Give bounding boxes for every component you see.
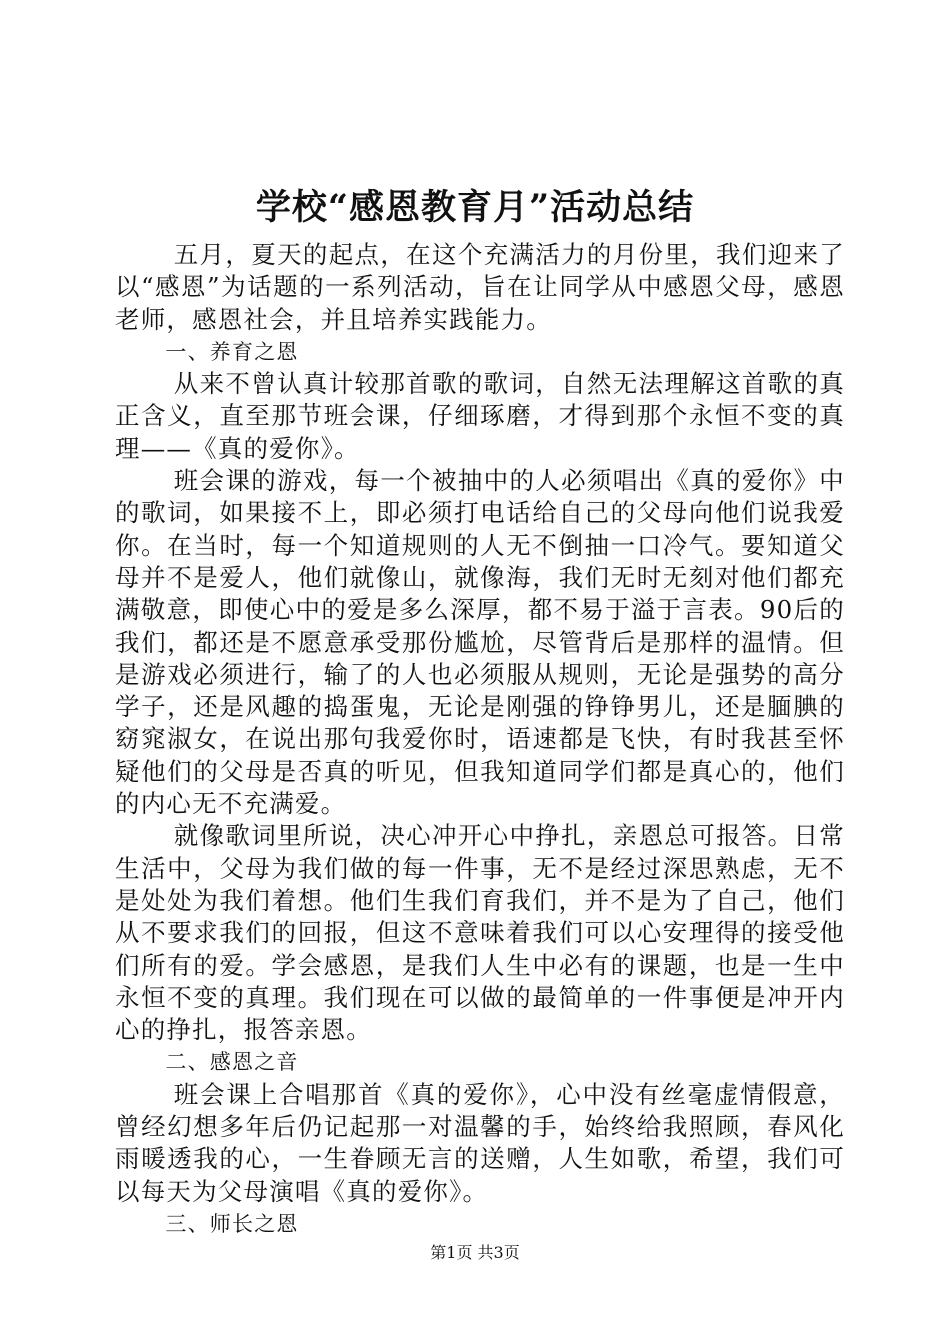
section-heading-1: 一、养育之恩 <box>165 339 299 364</box>
paragraph-chorus: 班会课上合唱那首《真的爱你》，心中没有丝毫虚情假意，曾经幻想多年后仍记起那一对温馨的手，始终给我照顾，春风化雨暖透我的心，一生眷顾无言的送赠，人生如歌，希望，我们可以每天为父母演唱《真的爱你》。 <box>115 1079 845 1206</box>
section-heading-3: 三、师长之恩 <box>165 1211 299 1236</box>
paragraph-song-lyrics: 从来不曾认真计较那首歌的歌词，自然无法理解这首歌的真正含义，直至那节班会课，仔细琢磨，才得到那个永恒不变的真理——《真的爱你》。 <box>115 369 845 463</box>
paragraph-intro: 五月，夏天的起点，在这个充满活力的月份里，我们迎来了以“感恩”为话题的一系列活动，旨在让同学从中感恩父母，感恩老师，感恩社会，并且培养实践能力。 <box>115 240 845 334</box>
section-heading-2: 二、感恩之音 <box>165 1050 299 1075</box>
document-title: 学校“感恩教育月”活动总结 <box>255 187 695 228</box>
document-body <box>115 239 845 1240</box>
paragraph-class-game: 班会课的游戏，每一个被抽中的人必须唱出《真的爱你》中的歌词，如果接不上，即必须打电话给自己的父母向他们说我爱你。在当时，每一个知道规则的人无不倒抽一口冷气。要知道父母并不是爱人，他们就像山，就像海，我们无时无刻对他们都充满敬意，即使心中的爱是多么深厚，都不易于溢于言表。90后的我们，都还是不愿意承受那份尴尬，尽管背后是那样的温情。但是游戏必须进行，输了的人也必须服从规则，无论是强势的高分学子，还是风趣的捣蛋鬼，无论是刚强的铮铮男儿，还是腼腆的窈窕淑女，在说出那句我爱你时，语速都是飞快，有时我甚至怀疑他们的父母是否真的听见，但我知道同学们都是真心的，他们的内心无不充满爱。 <box>115 466 845 819</box>
page-footer: 第1页 共3页 <box>430 1243 520 1262</box>
paragraph-gratitude-lesson: 就像歌词里所说，决心冲开心中挣扎，亲恩总可报答。日常生活中，父母为我们做的每一件事，无不是经过深思熟虑，无不是处处为我们着想。他们生我们育我们，并不是为了自己，他们从不要求我们的回报，但这不意味着我们可以心安理得的接受他们所有的爱。学会感恩，是我们人生中必有的课题，也是一生中永恒不变的真理。我们现在可以做的最简单的一件事便是冲开内心的挣扎，报答亲恩。 <box>115 821 845 1045</box>
